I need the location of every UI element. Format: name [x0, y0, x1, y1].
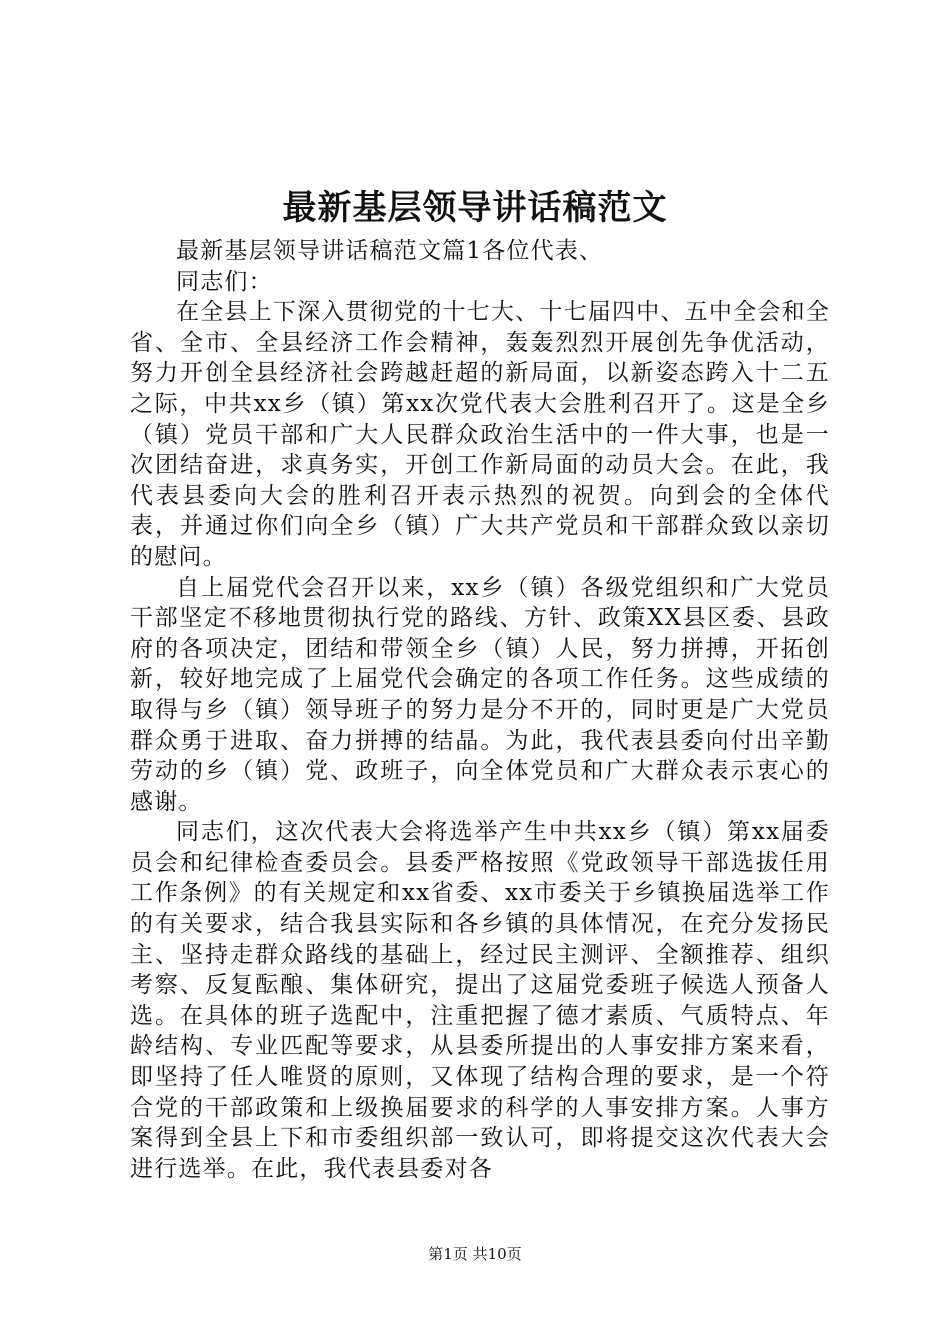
- page-number-footer: 第1页 共10页: [428, 1245, 522, 1263]
- paragraph-achievements: 自上届党代会召开以来，xx乡（镇）各级党组织和广大党员干部坚定不移地贯彻执行党的路线、方针、政策XX县区委、县政府的各项决定，团结和带领全乡（镇）人民，努力拼搏，开拓创新，较好地完成了上届党代会确定的各项工作任务。这些成绩的取得与乡（镇）领导班子的努力是分不开的，同时更是广大党员群众勇于进取、奋力拼搏的结晶。为此，我代表县委向付出辛勤劳动的乡（镇）党、政班子，向全体党员和广大群众表示衷心的感谢。: [130, 574, 830, 815]
- paragraph-salutation: 同志们：: [176, 268, 273, 295]
- page-title: 最新基层领导讲话稿范文: [282, 188, 668, 228]
- document-body: [130, 236, 830, 1184]
- paragraph-congratulations: 在全县上下深入贯彻党的十七大、十七届四中、五中全会和全省、全市、全县经济工作会精神，轰轰烈烈开展创先争优活动，努力开创全县经济社会跨越赶超的新局面，以新姿态跨入十二五之际，中共xx乡（镇）第xx次党代表大会胜利召开了。这是全乡（镇）党员干部和广大人民群众政治生活中的一件大事，也是一次团结奋进，求真务实，开创工作新局面的动员大会。在此，我代表县委向大会的胜利召开表示热烈的祝贺。向到会的全体代表，并通过你们向全乡（镇）广大共产党员和干部群众致以亲切的慰问。: [130, 299, 830, 570]
- paragraph-election: 同志们，这次代表大会将选举产生中共xx乡（镇）第xx届委员会和纪律检查委员会。县委严格按照《党政领导干部选拔任用工作条例》的有关规定和xx省委、xx市委关于乡镇换届选举工作的有关要求，结合我县实际和各乡镇的具体情况，在充分发扬民主、坚持走群众路线的基础上，经过民主测评、全额推荐、组织考察、反复酝酿、集体研究，提出了这届党委班子候选人预备人选。在具体的班子选配中，注重把握了德才素质、气质特点、年龄结构、专业匹配等要求，从县委所提出的人事安排方案来看，即坚持了任人唯贤的原则，又体现了结构合理的要求，是一个符合党的干部政策和上级换届要求的科学的人事安排方案。人事方案得到全县上下和市委组织部一致认可，即将提交这次代表大会进行选举。在此，我代表县委对各: [130, 819, 830, 1182]
- paragraph-heading-line: 最新基层领导讲话稿范文篇1各位代表、: [176, 238, 604, 264]
